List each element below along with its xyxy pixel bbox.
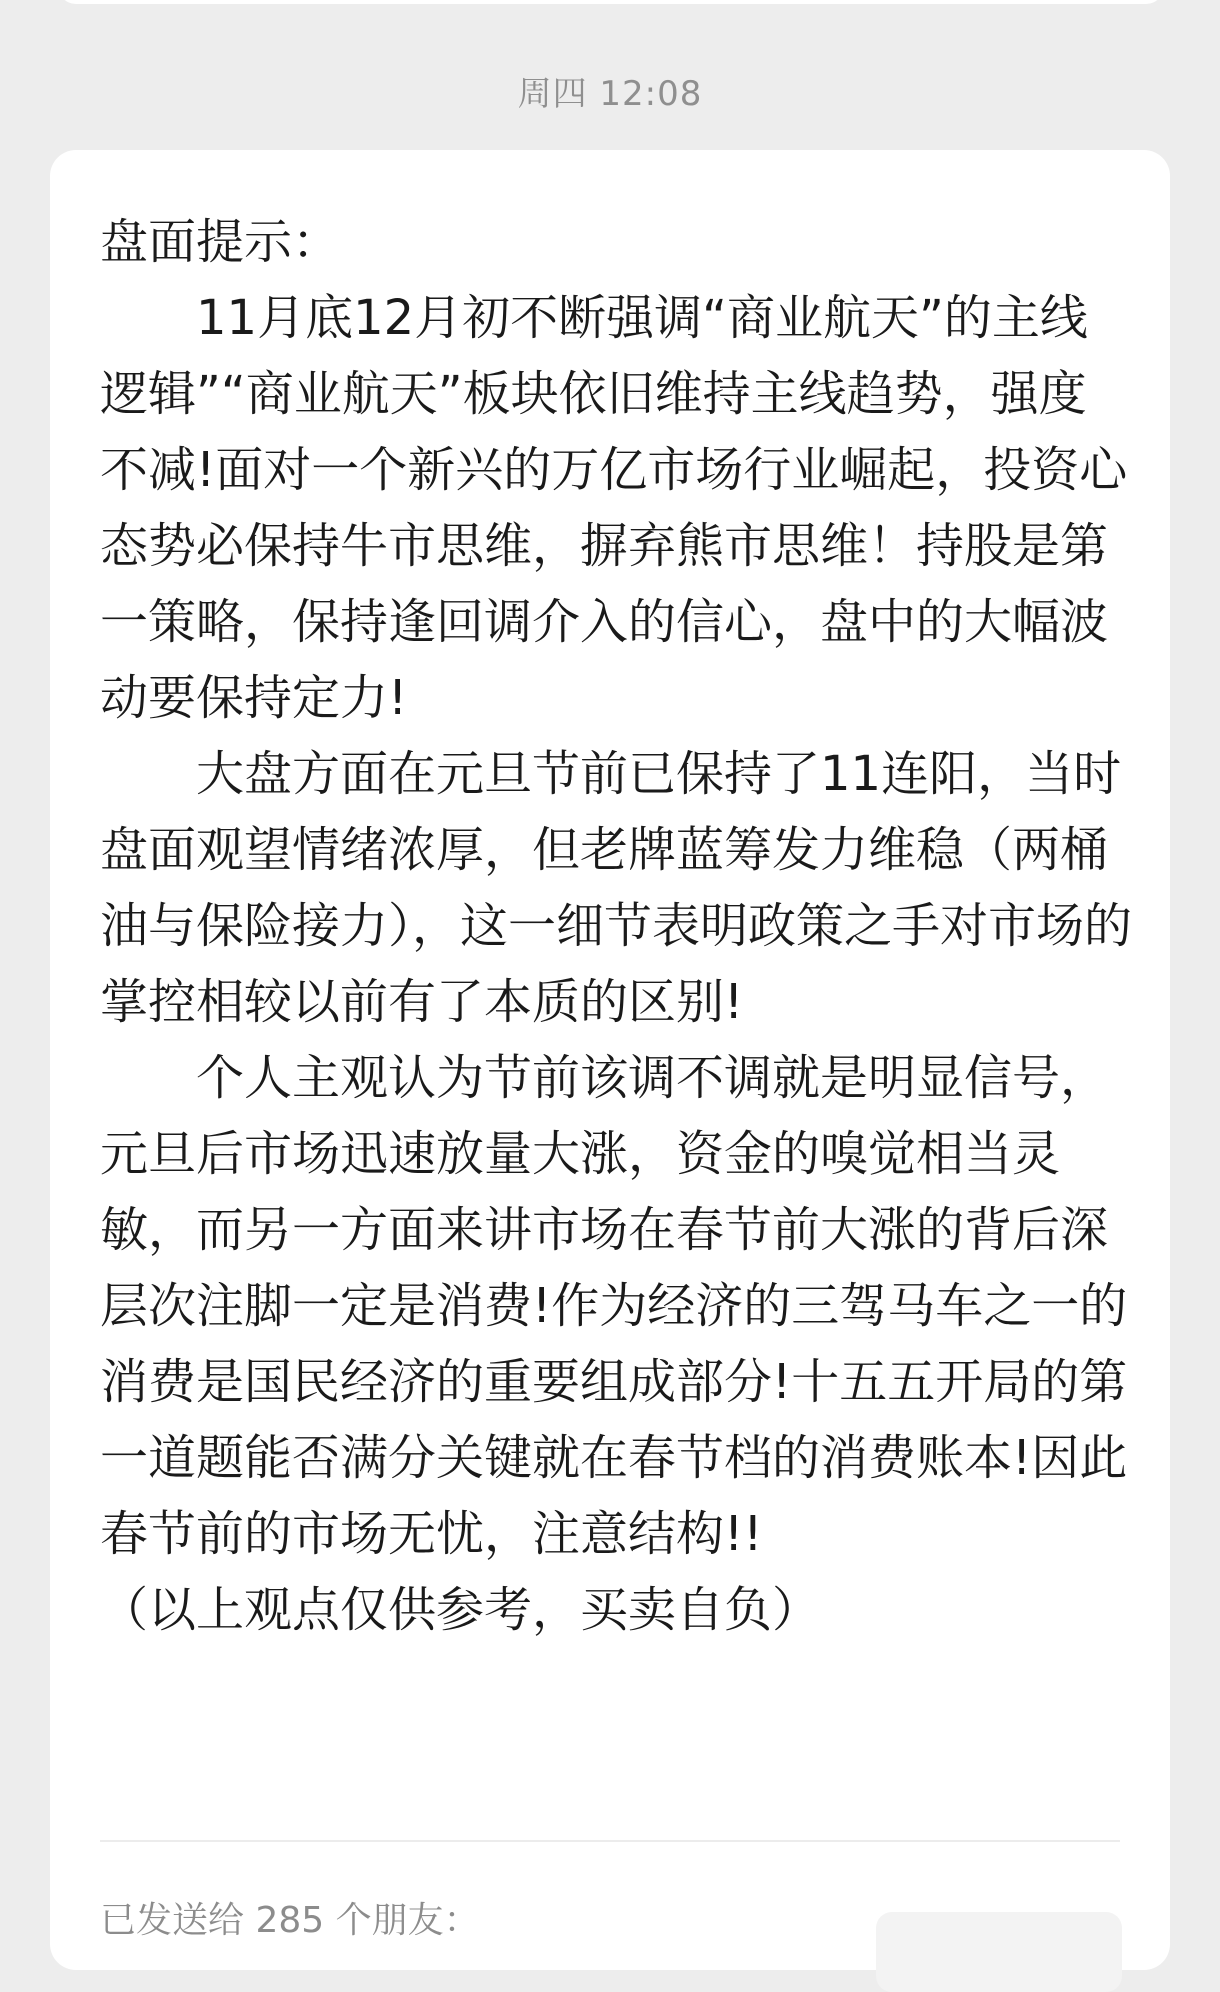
message-heading: 盘面提示：: [100, 214, 341, 270]
message-timestamp: 周四 12:08: [517, 74, 703, 114]
mass-message-card[interactable]: [50, 150, 1170, 1970]
message-paragraph: 大盘方面在元旦节前已保持了11连阳，当时盘面观望情绪浓厚，但老牌蓝筹发力维稳（两桶油与保险接力），这一细节表明政策之手对市场的掌控相较以前有了本质的区别!: [100, 746, 1133, 1030]
resend-button[interactable]: [876, 1912, 1122, 1992]
message-disclaimer: （以上观点仅供参考，买卖自负）: [100, 1582, 821, 1638]
message-paragraph: 11月底12月初不断强调“商业航天”的主线逻辑”“商业航天”板块依旧维持主线趋势，强度不减!面对一个新兴的万亿市场行业崛起，投资心态势必保持牛市思维，摒弃熊市思维！持股是第一策略，保持逢回调介入的信心，盘中的大幅波动要保持定力!: [100, 290, 1128, 726]
sent-recipients-info: 已发送给 285 个朋友：: [100, 1900, 480, 1941]
message-body: [100, 204, 1132, 1648]
divider: [100, 1840, 1120, 1842]
previous-message-bubble: [58, 0, 1164, 4]
message-paragraph: 个人主观认为节前该调不调就是明显信号，元旦后市场迅速放量大涨，资金的嗅觉相当灵敏，而另一方面来讲市场在春节前大涨的背后深层次注脚一定是消费!作为经济的三驾马车之一的消费是国民经济的重要组成部分!十五五开局的第一道题能否满分关键就在春节档的消费账本!因此春节前的市场无忧，注意结构!!: [100, 1050, 1128, 1562]
